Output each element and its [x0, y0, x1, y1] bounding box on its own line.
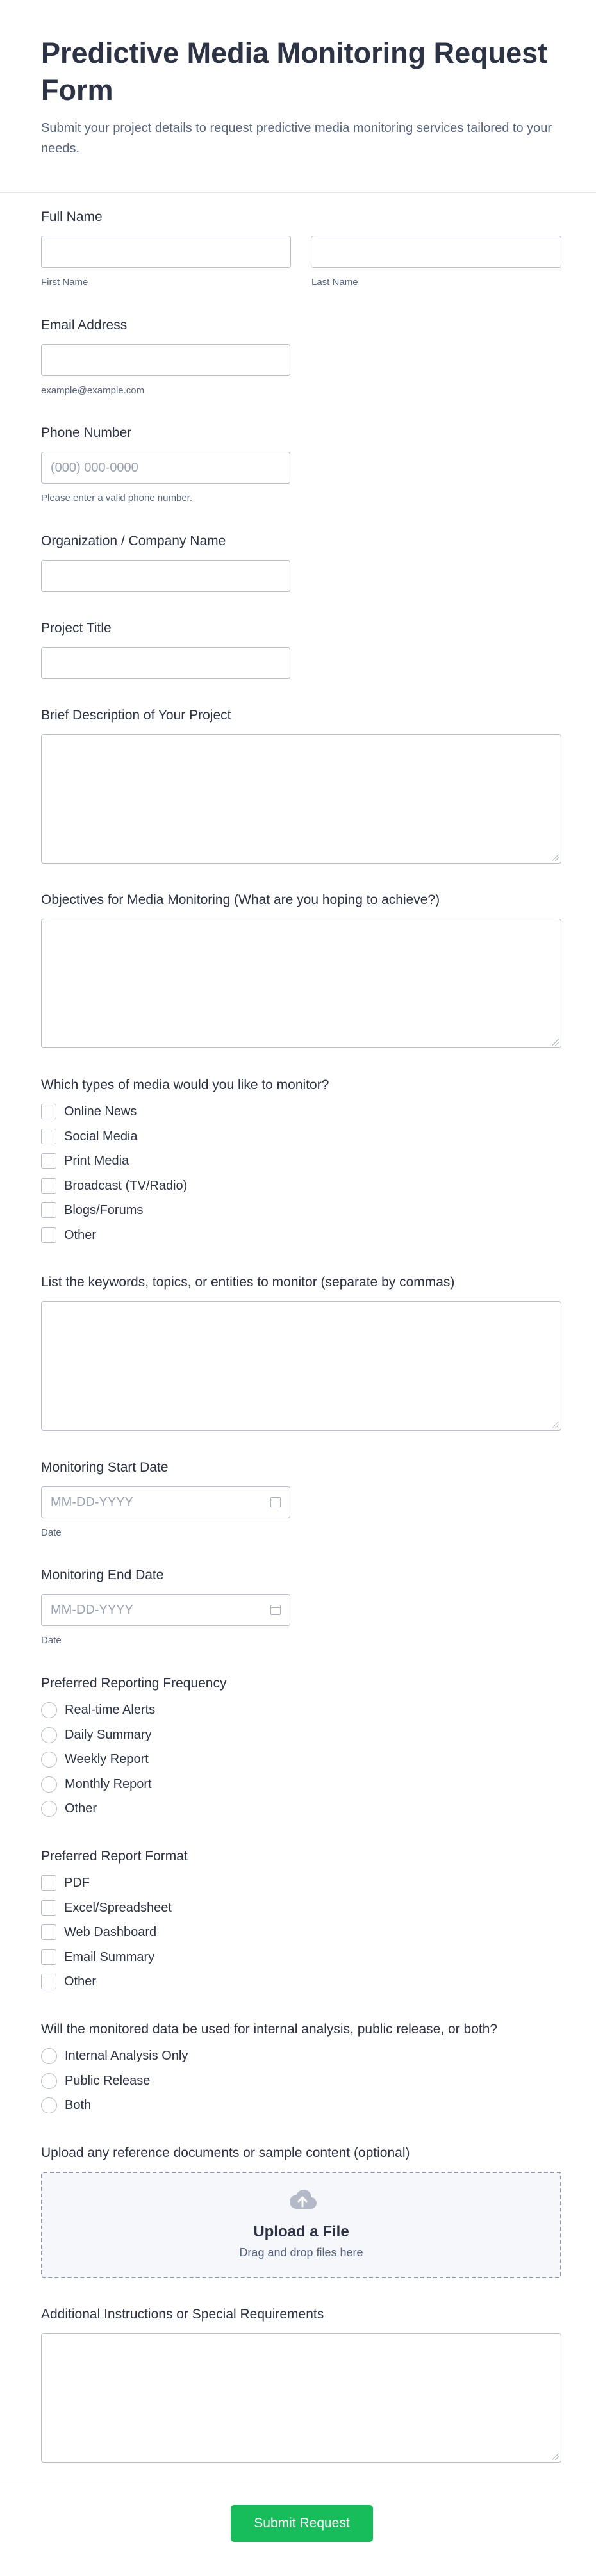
keywords-textarea[interactable]	[41, 1301, 561, 1431]
format-option-dashboard[interactable]: Web Dashboard	[41, 1924, 156, 1940]
checkbox[interactable]	[41, 1202, 56, 1218]
checkbox[interactable]	[41, 1104, 56, 1119]
last-name-sublabel: Last Name	[311, 277, 358, 288]
frequency-option-other[interactable]: Other	[41, 1800, 97, 1817]
media-option-print-media[interactable]: Print Media	[41, 1153, 129, 1169]
checkbox[interactable]	[41, 1974, 56, 1989]
upload-label: Upload any reference documents or sample content (optional)	[41, 2145, 410, 2160]
radio-button[interactable]	[41, 1702, 57, 1718]
start-date-placeholder: MM-DD-YYYY	[51, 1495, 133, 1509]
resize-grip-icon[interactable]	[552, 1039, 559, 1046]
calendar-icon[interactable]	[270, 1497, 281, 1507]
cloud-upload-icon	[287, 2188, 318, 2210]
checkbox[interactable]	[41, 1153, 56, 1169]
checkbox[interactable]	[41, 1178, 56, 1194]
checkbox[interactable]	[41, 1875, 56, 1891]
objectives-label: Objectives for Media Monitoring (What are you hoping to achieve?)	[41, 892, 440, 907]
phone-placeholder: (000) 000-0000	[51, 461, 138, 475]
end-date-input[interactable]	[41, 1594, 290, 1626]
radio-button[interactable]	[41, 1752, 57, 1768]
checkbox[interactable]	[41, 1129, 56, 1144]
start-date-sublabel: Date	[41, 1527, 62, 1538]
calendar-icon[interactable]	[270, 1605, 281, 1615]
report-format-label: Preferred Report Format	[41, 1849, 188, 1864]
end-date-placeholder: MM-DD-YYYY	[51, 1603, 133, 1617]
description-textarea[interactable]	[41, 734, 561, 864]
description-label: Brief Description of Your Project	[41, 708, 231, 723]
submit-button[interactable]: Submit Request	[231, 2505, 373, 2542]
instructions-textarea[interactable]	[41, 2333, 561, 2463]
full-name-label: Full Name	[41, 209, 103, 224]
radio-button[interactable]	[41, 1801, 57, 1817]
radio-button[interactable]	[41, 1727, 57, 1743]
media-option-other[interactable]: Other	[41, 1227, 96, 1243]
media-option-broadcast[interactable]: Broadcast (TV/Radio)	[41, 1177, 187, 1194]
form-subtitle: Submit your project details to request predictive media monitoring services tailored to your needs.	[41, 121, 552, 156]
last-name-input[interactable]	[311, 236, 561, 268]
frequency-option-daily[interactable]: Daily Summary	[41, 1727, 152, 1743]
objectives-textarea[interactable]	[41, 919, 561, 1048]
email-label: Email Address	[41, 318, 128, 332]
project-title-input[interactable]	[41, 647, 290, 679]
project-title-label: Project Title	[41, 621, 112, 636]
form-title: Predictive Media Monitoring Request Form	[41, 37, 548, 106]
radio-button[interactable]	[41, 1776, 57, 1793]
resize-grip-icon[interactable]	[552, 1422, 559, 1428]
frequency-option-realtime[interactable]: Real-time Alerts	[41, 1702, 155, 1718]
resize-grip-icon[interactable]	[552, 855, 559, 861]
radio-button[interactable]	[41, 2073, 57, 2089]
format-option-excel[interactable]: Excel/Spreadsheet	[41, 1899, 172, 1916]
media-option-online-news[interactable]: Online News	[41, 1103, 137, 1120]
first-name-sublabel: First Name	[41, 277, 88, 288]
checkbox[interactable]	[41, 1900, 56, 1916]
usage-label: Will the monitored data be used for internal analysis, public release, or both?	[41, 2022, 498, 2037]
start-date-input[interactable]	[41, 1486, 290, 1518]
organization-label: Organization / Company Name	[41, 534, 226, 548]
resize-grip-icon[interactable]	[552, 2454, 559, 2460]
phone-label: Phone Number	[41, 425, 132, 440]
format-option-email[interactable]: Email Summary	[41, 1949, 154, 1965]
instructions-label: Additional Instructions or Special Requirements	[41, 2307, 324, 2322]
radio-button[interactable]	[41, 2097, 57, 2113]
organization-input[interactable]	[41, 560, 290, 592]
checkbox[interactable]	[41, 1924, 56, 1940]
phone-input[interactable]	[41, 452, 290, 484]
email-sublabel: example@example.com	[41, 385, 145, 396]
form-header	[0, 0, 596, 193]
media-option-blogs-forums[interactable]: Blogs/Forums	[41, 1202, 143, 1218]
usage-option-both[interactable]: Both	[41, 2097, 91, 2113]
checkbox[interactable]	[41, 1227, 56, 1243]
frequency-option-weekly[interactable]: Weekly Report	[41, 1751, 149, 1768]
media-types-label: Which types of media would you like to monitor?	[41, 1078, 329, 1092]
first-name-input[interactable]	[41, 236, 291, 268]
radio-button[interactable]	[41, 2048, 57, 2064]
checkbox[interactable]	[41, 1949, 56, 1965]
usage-option-public[interactable]: Public Release	[41, 2072, 150, 2089]
usage-option-internal[interactable]: Internal Analysis Only	[41, 2047, 188, 2064]
upload-title: Upload a File	[253, 2223, 349, 2240]
start-date-label: Monitoring Start Date	[41, 1460, 169, 1475]
frequency-option-monthly[interactable]: Monthly Report	[41, 1776, 152, 1793]
media-option-social-media[interactable]: Social Media	[41, 1128, 138, 1145]
end-date-label: Monitoring End Date	[41, 1568, 164, 1582]
frequency-label: Preferred Reporting Frequency	[41, 1676, 227, 1691]
keywords-label: List the keywords, topics, or entities to monitor (separate by commas)	[41, 1275, 455, 1290]
format-option-other[interactable]: Other	[41, 1973, 96, 1990]
file-upload-dropzone[interactable]	[41, 2172, 561, 2278]
format-option-pdf[interactable]: PDF	[41, 1875, 90, 1891]
upload-hint: Drag and drop files here	[239, 2246, 363, 2259]
end-date-sublabel: Date	[41, 1635, 62, 1646]
phone-sublabel: Please enter a valid phone number.	[41, 493, 192, 504]
email-input[interactable]	[41, 344, 290, 376]
